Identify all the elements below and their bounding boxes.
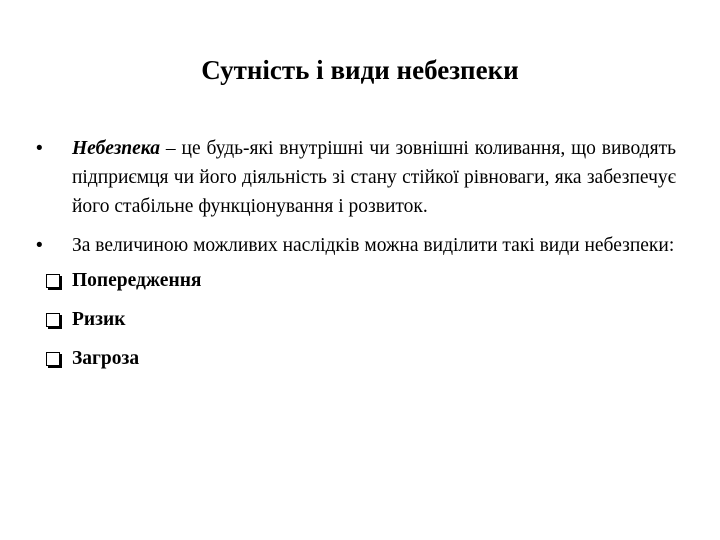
definition-text: – це будь-які внутрішні чи зовнішні коливання, що виводять підприємця чи його діяльність зі стану стійкої рівноваги, яка забезпечує його стабільне функціонування і розвиток. bbox=[72, 138, 676, 217]
square-checkbox-icon bbox=[46, 313, 60, 327]
bullet-definition bbox=[36, 134, 676, 221]
slide-content bbox=[36, 134, 676, 383]
danger-type-label: Загроза bbox=[72, 348, 140, 369]
danger-type-label: Ризик bbox=[72, 309, 126, 330]
danger-types-list bbox=[36, 266, 676, 383]
classification-text: За величиною можливих наслідків можна виділити такі види небезпеки: bbox=[72, 235, 675, 256]
square-checkbox-icon bbox=[46, 274, 60, 288]
slide-title: Сутність і види небезпеки bbox=[201, 55, 519, 85]
bullet-dot-icon: • bbox=[36, 235, 43, 256]
term-danger: Небезпека bbox=[72, 138, 160, 159]
danger-type-item bbox=[36, 305, 676, 344]
danger-type-item bbox=[36, 344, 676, 383]
danger-type-label: Попередження bbox=[72, 270, 202, 291]
danger-type-item bbox=[36, 266, 676, 305]
square-checkbox-icon bbox=[46, 352, 60, 366]
bullet-dot-icon: • bbox=[36, 138, 43, 159]
bullet-classification bbox=[36, 231, 676, 260]
